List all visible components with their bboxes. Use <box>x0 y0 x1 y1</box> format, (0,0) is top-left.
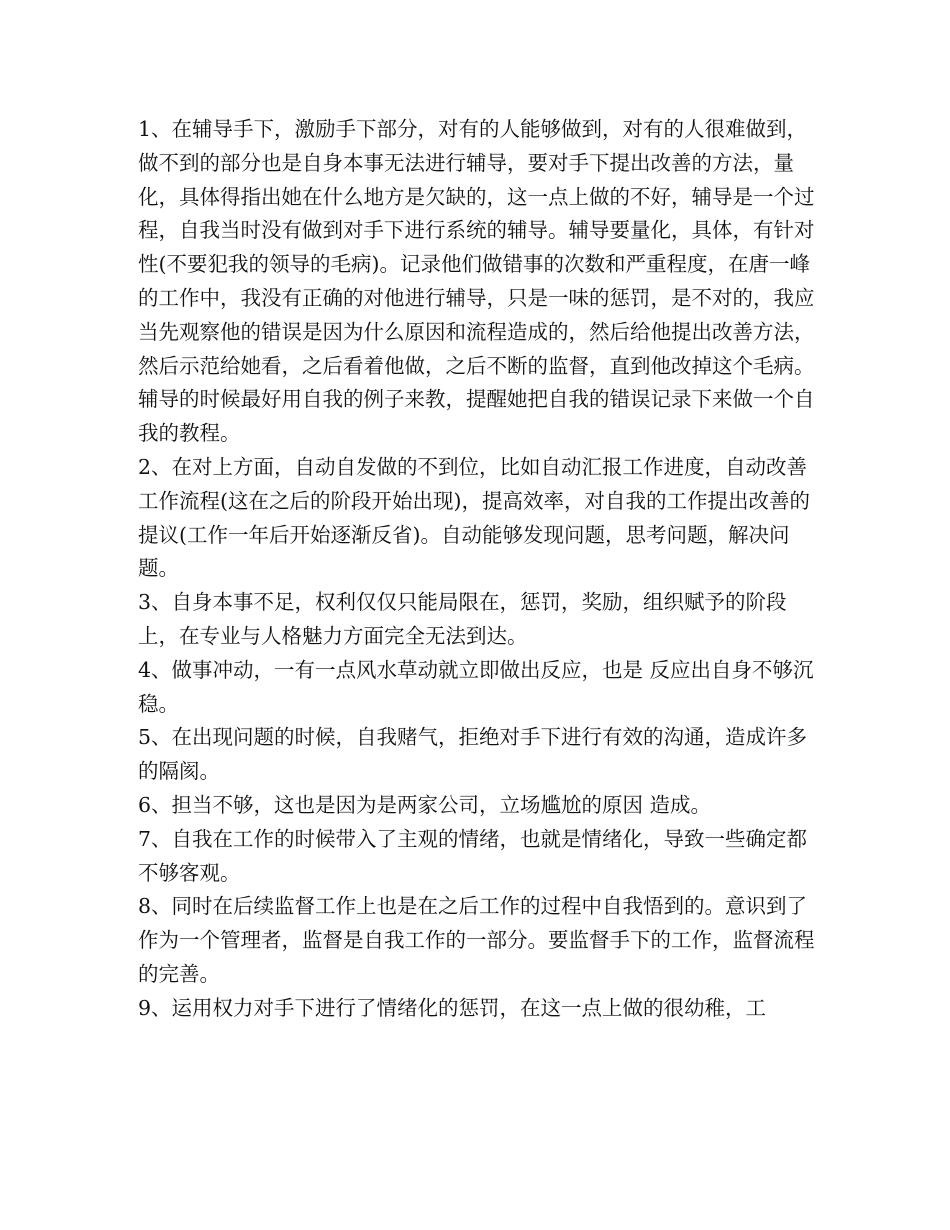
paragraph-3: 3、自身本事不足，权利仅仅只能局限在，惩罚，奖励，组织赋予的阶段上，在专业与人格魅力方面完全无法到达。 <box>138 590 787 648</box>
paragraph-9: 9、运用权力对手下进行了情绪化的惩罚，在这一点上做的很幼稚，工 <box>138 995 767 1020</box>
paragraph-6: 6、担当不够，这也是因为是两家公司，立场尴尬的原因 造成。 <box>138 792 712 817</box>
paragraph-7: 7、自我在工作的时候带入了主观的情绪，也就是情绪化，导致一些确定都不够客观。 <box>138 826 808 885</box>
document-body <box>138 113 818 1026</box>
paragraph-8: 8、同时在后续监督工作上也是在之后工作的过程中自我悟到的。意识到了作为一个管理者，监督是自我工作的一部分。要监督手下的工作，监督流程的完善。 <box>138 894 815 986</box>
paragraph-5: 5、在出现问题的时候，自我赌气，拒绝对手下进行有效的沟通，造成许多的隔阂。 <box>138 725 808 784</box>
paragraph-2: 2、在对上方面，自动自发做的不到位，比如自动汇报工作进度，自动改善工作流程(这在之后的阶段开始出现)，提高效率，对自我的工作提出改善的提议(工作一年后开始逐渐反省)。自动能够发现问题，思考问题，解决问题。 <box>138 454 810 581</box>
paragraph-4: 4、做事冲动，一有一点风水草动就立即做出反应，也是 反应出自身不够沉稳。 <box>138 657 814 716</box>
paragraph-1: 1、在辅导手下，激励手下部分，对有的人能够做到，对有的人很难做到，做不到的部分也是自身本事无法进行辅导，要对手下提出改善的方法，量化，具体得指出她在什么地方是欠缺的，这一点上做的不好，辅导是一个过程，自我当时没有做到对手下进行系统的辅导。辅导要量化，具体，有针对性(不要犯我的领导的毛病)。记录他们做错事的次数和严重程度，在唐一峰的工作中，我没有正确的对他进行辅导，只是一味的惩罚，是不对的，我应当先观察他的错误是因为什么原因和流程造成的，然后给他提出改善方法，然后示范给她看，之后看着他做，之后不断的监督，直到他改掉这个毛病。辅导的时候最好用自我的例子来教，提醒她把自我的错误记录下来做一个自我的教程。 <box>138 117 815 446</box>
